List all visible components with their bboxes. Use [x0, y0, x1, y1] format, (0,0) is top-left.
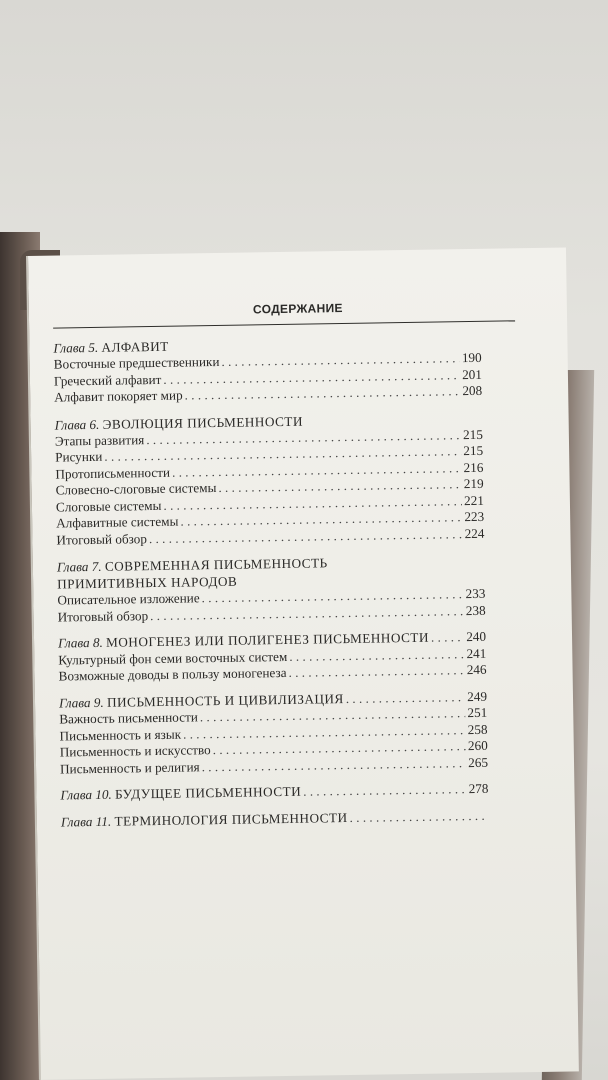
toc-chapter-10 — [60, 781, 488, 804]
toc-entry-title: Письменность и язык — [59, 726, 182, 744]
toc-entry-title: Письменность и искусство — [59, 742, 211, 760]
toc-entry-title: Слоговые системы — [55, 497, 162, 515]
toc-entry-page: 208 — [462, 382, 483, 399]
toc-entry-page: 215 — [463, 442, 484, 459]
toc-entry-title: Словесно-слоговые системы — [55, 480, 217, 498]
toc-entry-page: 241 — [466, 645, 487, 661]
leader-dots — [202, 755, 467, 776]
leader-dots — [346, 689, 466, 707]
chapter-title: БУДУЩЕЕ ПИСЬМЕННОСТИ — [114, 783, 302, 802]
chapter-heading — [60, 781, 488, 804]
chapter-title: АЛФАВИТ — [101, 338, 169, 355]
chapter-label: Глава 10. — [60, 786, 112, 803]
toc-entry-page: 251 — [467, 704, 488, 721]
table-of-contents — [53, 333, 489, 831]
chapter-page: 278 — [468, 780, 489, 797]
leader-dots — [150, 603, 464, 624]
chapter-heading — [61, 807, 489, 830]
leader-dots — [349, 807, 487, 826]
chapter-title: СОВРЕМЕННАЯ ПИСЬМЕННОСТЬ — [104, 555, 328, 574]
toc-entry-page: 215 — [462, 426, 483, 442]
chapter-label: Глава 8. — [57, 634, 103, 651]
toc-entry-title: Итоговый обзор — [57, 607, 149, 625]
chapter-label: Глава 5. — [53, 339, 99, 356]
toc-chapter-11 — [61, 807, 489, 830]
book-page — [26, 248, 579, 1080]
toc-entry-title: Описательное изложение — [57, 590, 200, 608]
chapter-title: ПИСЬМЕННОСТЬ И ЦИВИЛИЗАЦИЯ — [106, 690, 344, 710]
toc-entry-page: 265 — [468, 754, 489, 770]
toc-entry-page: 258 — [467, 721, 488, 737]
toc-entry-page: 224 — [464, 525, 485, 541]
toc-entry-title: Итоговый обзор — [56, 530, 148, 548]
toc-entry-title: Греческий алфавит — [53, 371, 162, 389]
toc-entry-title: Алфавит покоряет мир — [54, 387, 183, 405]
leader-dots — [303, 781, 467, 800]
chapter-heading-text — [60, 784, 301, 804]
toc-entry-title: Этапы развития — [54, 431, 145, 449]
toc-chapter-9 — [59, 688, 488, 777]
chapter-page: 249 — [467, 688, 488, 704]
header-rule — [53, 320, 515, 328]
toc-entry-title: Важность письменности — [59, 709, 198, 727]
toc-entry-page: 221 — [463, 492, 485, 508]
toc-entry-title: Рисунки — [55, 448, 103, 465]
toc-chapter-6 — [55, 409, 485, 548]
chapter-label: Глава 7. — [56, 558, 102, 575]
toc-chapter-8 — [58, 629, 487, 685]
toc-entry-page: 190 — [461, 349, 482, 366]
toc-entry-page: 260 — [467, 737, 488, 754]
toc-entry-page: 223 — [464, 508, 485, 525]
toc-entry-title: Алфавитные системы — [56, 513, 179, 531]
chapter-heading-text — [61, 810, 348, 831]
toc-entry-page: 216 — [463, 459, 484, 475]
chapter-title-continued: ПРИМИТИВНЫХ НАРОДОВ — [57, 573, 238, 592]
toc-entry-title: Протописьменности — [55, 464, 171, 482]
toc-entry-page: 246 — [466, 661, 487, 678]
leader-dots — [149, 526, 463, 547]
leader-dots — [184, 383, 460, 404]
leader-dots — [431, 629, 465, 646]
toc-chapter-7 — [57, 552, 486, 626]
chapter-label: Глава 11. — [60, 813, 112, 830]
chapter-title: МОНОГЕНЕЗ ИЛИ ПОЛИГЕНЕЗ ПИСЬМЕННОСТИ — [105, 629, 430, 650]
toc-entry-page: 201 — [462, 366, 483, 382]
toc-entry-title: Письменность и религия — [59, 758, 200, 777]
toc-entry-page: 219 — [463, 475, 484, 492]
toc-entry-title: Возможные доводы в пользу моногенеза — [58, 664, 287, 684]
running-head: СОДЕРЖАНИЕ — [252, 301, 343, 317]
toc-entry-title: Восточные предшественники — [53, 353, 220, 372]
toc-entry-title: Культурный фон семи восточных систем — [58, 648, 288, 668]
chapter-label: Глава 9. — [58, 694, 104, 711]
chapter-page: 240 — [466, 628, 487, 645]
chapter-title: ЭВОЛЮЦИЯ ПИСЬМЕННОСТИ — [102, 413, 304, 432]
toc-entry-page: 233 — [465, 585, 486, 602]
toc-chapter-5 — [53, 333, 482, 406]
chapter-label: Глава 6. — [54, 416, 100, 433]
leader-dots — [288, 662, 465, 681]
toc-entry-page: 238 — [465, 602, 486, 618]
chapter-title: ТЕРМИНОЛОГИЯ ПИСЬМЕННОСТИ — [114, 809, 348, 829]
